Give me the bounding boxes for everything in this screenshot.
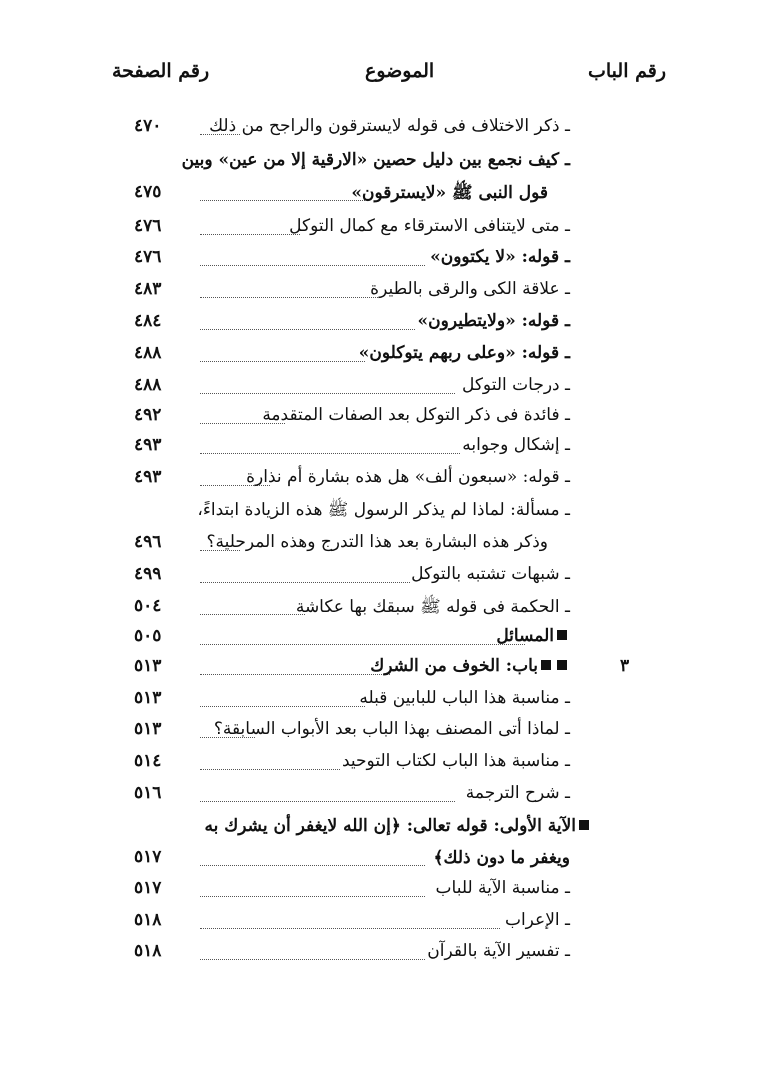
toc-entry-text: ـ شبهات تشتبه بالتوكل bbox=[411, 564, 570, 584]
square-bullet-icon bbox=[579, 820, 589, 830]
toc-entry-page: ٤٩٣ bbox=[134, 435, 162, 455]
toc-entry-text: ـ مسألة: لماذا لم يذكر الرسول ﷺ هذه الزيادة ابتداءً، bbox=[197, 500, 570, 520]
square-bullet-icon bbox=[557, 660, 567, 670]
toc-entry-page: ٥١٨ bbox=[134, 941, 162, 961]
toc-entry-page: ٥١٣ bbox=[134, 656, 162, 676]
topic-column-header: الموضوع bbox=[365, 60, 435, 82]
toc-entry-text: ـ لماذا أتى المصنف بهذا الباب بعد الأبواب السابقة؟ bbox=[213, 719, 570, 739]
toc-entry-text: ـ الحكمة فى قوله ﷺ سبقك بها عكاشة bbox=[295, 597, 570, 617]
dot-leader bbox=[200, 801, 455, 802]
dot-leader bbox=[200, 393, 455, 394]
toc-entry-page: ٤٧٠ bbox=[134, 116, 162, 136]
toc-entry-text: ـ شرح الترجمة bbox=[465, 783, 570, 803]
square-bullet-icon bbox=[541, 660, 551, 670]
toc-entry-text: ـ درجات التوكل bbox=[461, 375, 570, 395]
dot-leader bbox=[200, 706, 365, 707]
toc-entry-label: الآية الأولى: قوله تعالى: ﴿إن الله لايغفر أن يشرك به bbox=[204, 816, 576, 836]
toc-entry-page: ٤٩٦ bbox=[134, 532, 162, 552]
toc-entry-text: ـ الإعراب bbox=[504, 910, 570, 930]
toc-entry-label: باب: الخوف من الشرك bbox=[370, 656, 538, 676]
toc-entry-text: ـ فائدة فى ذكر التوكل بعد الصفات المتقدمة bbox=[262, 405, 570, 425]
toc-row bbox=[0, 373, 758, 403]
toc-entry-label: المسائل bbox=[496, 626, 554, 646]
toc-entry-text: ـ مناسبة الآية للباب bbox=[435, 878, 570, 898]
toc-entry-page: ٥١٨ bbox=[134, 910, 162, 930]
toc-entry-page: ٤٩٣ bbox=[134, 467, 162, 487]
toc-entry-page: ٤٨٤ bbox=[134, 311, 162, 331]
dot-leader bbox=[200, 200, 365, 201]
toc-row bbox=[0, 214, 758, 244]
toc-entry-page: ٥١٦ bbox=[134, 783, 162, 803]
toc-row bbox=[0, 594, 758, 624]
dot-leader bbox=[200, 614, 305, 615]
toc-entry-text: ـ قوله: «ولايتطيرون» bbox=[417, 311, 570, 331]
toc-row bbox=[0, 749, 758, 779]
toc-row bbox=[0, 908, 758, 938]
toc-entry-chapter: ٣ bbox=[620, 656, 630, 676]
dot-leader bbox=[200, 928, 500, 929]
toc-entry-text: ـ مناسبة هذا الباب للبابين قبله bbox=[359, 688, 570, 708]
toc-row bbox=[0, 562, 758, 592]
toc-entry-page: ٤٨٨ bbox=[134, 375, 162, 395]
dot-leader bbox=[200, 674, 390, 675]
toc-row bbox=[0, 530, 758, 560]
toc-row bbox=[0, 148, 758, 178]
toc-entry-text: ـ علاقة الكى والرقى بالطيرة bbox=[370, 279, 570, 299]
toc-entry-text: ويغفر ما دون ذلك﴾ bbox=[433, 848, 570, 868]
dot-leader bbox=[200, 297, 380, 298]
toc-row bbox=[0, 497, 758, 527]
page-column-header: رقم الصفحة bbox=[112, 60, 210, 82]
dot-leader bbox=[200, 959, 425, 960]
dot-leader bbox=[200, 644, 525, 645]
toc-row bbox=[0, 876, 758, 906]
toc-row bbox=[0, 845, 758, 875]
toc-entry-text: ـ متى لايتنافى الاسترقاء مع كمال التوكل bbox=[289, 216, 570, 236]
toc-entry-page: ٥٠٤ bbox=[134, 596, 162, 616]
toc-row bbox=[0, 939, 758, 969]
toc-entry-text: ـ إشكال وجوابه bbox=[462, 435, 570, 455]
square-bullet-icon bbox=[557, 630, 567, 640]
toc-entry-page: ٥١٧ bbox=[134, 878, 162, 898]
toc-entry-text: ـ قوله: «وعلى ربهم يتوكلون» bbox=[358, 343, 570, 363]
toc-entry-text: ـ كيف نجمع بين دليل حصين «الارقية إلا من عين» وبين bbox=[181, 150, 570, 170]
dot-leader bbox=[200, 329, 415, 330]
toc-entry-page: ٤٩٢ bbox=[134, 405, 162, 425]
toc-row bbox=[0, 403, 758, 433]
toc-entry-page: ٥١٣ bbox=[134, 719, 162, 739]
toc-entry-text bbox=[370, 656, 570, 676]
toc-entry-text: وذكر هذه البشارة بعد هذا التدرج وهذه المرحلية؟ bbox=[206, 532, 548, 552]
dot-leader bbox=[200, 265, 425, 266]
toc-entry-page: ٤٧٦ bbox=[134, 247, 162, 267]
dot-leader bbox=[200, 234, 300, 235]
dot-leader bbox=[200, 361, 365, 362]
toc-row bbox=[0, 465, 758, 495]
toc-row bbox=[0, 341, 758, 371]
dot-leader bbox=[200, 769, 340, 770]
toc-row bbox=[0, 277, 758, 307]
toc-entry-page: ٤٨٣ bbox=[134, 279, 162, 299]
toc-entry-text: ـ ذكر الاختلاف فى قوله لايسترقون والراجح من ذلك bbox=[209, 116, 570, 136]
toc-entry-text: ـ قوله: «سبعون ألف» هل هذه بشارة أم نذارة bbox=[246, 467, 570, 487]
chapter-column-header: رقم الباب bbox=[588, 60, 666, 82]
dot-leader bbox=[200, 865, 425, 866]
toc-entry-page: ٥١٤ bbox=[134, 751, 162, 771]
toc-row bbox=[0, 781, 758, 811]
toc-entry-text bbox=[496, 626, 570, 646]
toc-row bbox=[0, 686, 758, 716]
toc-row bbox=[0, 114, 758, 144]
toc-entry-page: ٤٩٩ bbox=[134, 564, 162, 584]
toc-row bbox=[0, 654, 758, 684]
toc-entry-text bbox=[205, 815, 593, 836]
dot-leader bbox=[200, 582, 410, 583]
toc-entry-text: ـ قوله: «لا يكتوون» bbox=[430, 247, 570, 267]
toc-row bbox=[0, 245, 758, 275]
toc-row bbox=[0, 717, 758, 747]
toc-entry-text: ـ تفسير الآية بالقرآن bbox=[427, 941, 570, 961]
toc-entry-page: ٤٧٦ bbox=[134, 216, 162, 236]
toc-row bbox=[0, 813, 758, 843]
toc-row bbox=[0, 309, 758, 339]
toc-entry-text: قول النبى ﷺ «لايسترقون» bbox=[351, 183, 548, 203]
toc-entry-page: ٥١٧ bbox=[134, 847, 162, 867]
toc-entry-text: ـ مناسبة هذا الباب لكتاب التوحيد bbox=[342, 751, 570, 771]
dot-leader bbox=[200, 896, 425, 897]
dot-leader bbox=[200, 453, 460, 454]
toc-entry-page: ٥٠٥ bbox=[134, 626, 162, 646]
toc-entry-page: ٤٨٨ bbox=[134, 343, 162, 363]
toc-row bbox=[0, 180, 758, 210]
toc-entry-page: ٥١٣ bbox=[134, 688, 162, 708]
toc-row bbox=[0, 433, 758, 463]
toc-row bbox=[0, 624, 758, 654]
toc-entry-page: ٤٧٥ bbox=[134, 182, 162, 202]
